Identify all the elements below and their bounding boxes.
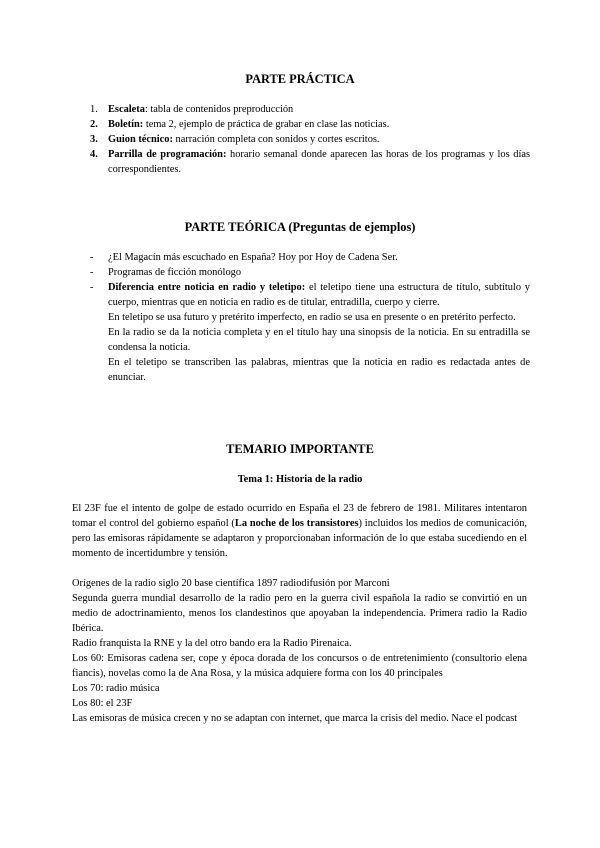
item-text: narración completa con sonidos y cortes escritos.: [172, 134, 380, 145]
list-item: [90, 147, 530, 177]
item-text: ¿El Magacín más escuchado en España? Hoy por Hoy de Cadena Ser.: [108, 252, 398, 263]
item-text: el teletipo tiene una estructura de título, subtítulo y cuerpo, mientras que en noticia en radio es de titular, entradilla, cuerpo y cierre.: [108, 282, 530, 308]
list-number: 2.: [90, 119, 98, 130]
item-term: Parrilla de programación:: [108, 149, 227, 160]
history-line: Las emisoras de música crecen y no se adaptan con internet, que marca la crisis del medio. Nace el podcast: [72, 713, 518, 724]
list-item: [90, 132, 530, 147]
intro-paragraph: [72, 501, 527, 561]
list-item: [90, 102, 530, 117]
section-title-temario: TEMARIO IMPORTANTE: [226, 442, 374, 456]
history-line: Orígenes de la radio siglo 20 base científica 1897 radiodifusión por Marconi: [72, 578, 390, 589]
list-number: 3.: [90, 134, 98, 145]
history-line: Los 70: radio música: [72, 683, 160, 694]
intro-bold: La noche de los transistores: [234, 518, 359, 529]
bullet-dash: -: [90, 267, 94, 278]
history-line: Segunda guerra mundial desarrollo de la radio pero en la guerra civil española la radio se convirtió en un medio de adoctrinamiento, menos los clandestinos que apoyaban la independencia. Primera radio la Radio Ibérica.: [72, 593, 527, 634]
intro-text: ) incluidos los medios de comunicación, pero las emisoras rápidamente se adaptaron y proporcionaban información de lo que estaba sucediendo en el momento de incertidumbre y tensión.: [72, 518, 527, 559]
section-title-teorica: PARTE TEÓRICA (Preguntas de ejemplos): [184, 220, 416, 234]
diff-paragraph: En la radio se da la noticia completa y en el título hay una sinopsis de la noticia. En su entradilla se condensa la noticia.: [108, 327, 530, 353]
diff-paragraph: En teletipo se usa futuro y pretérito imperfecto, en radio se usa en presente o en pretérito perfecto.: [108, 312, 516, 323]
item-term: Guion técnico:: [108, 134, 173, 145]
diff-paragraph: En el teletipo se transcriben las palabras, mientras que la noticia en radio es redactada antes de enunciar.: [108, 357, 530, 383]
history-line: Los 60: Emisoras cadena ser, cope y época dorada de los concursos o de entretenimiento (consultorio elena fiancis), novelas como la de Ana Rosa, y la música adquiere forma con los 40 principales: [72, 653, 527, 679]
item-text: horario semanal donde aparecen las horas de los programas y los días correspondientes.: [108, 149, 530, 175]
bullet-dash: -: [90, 282, 94, 293]
item-text: : tabla de contenidos preproducción: [144, 104, 294, 115]
history-line: Radio franquista la RNE y la del otro bando era la Radio Pirenaica.: [72, 638, 352, 649]
list-number: 1.: [90, 104, 98, 115]
bullet-dash: -: [90, 252, 94, 263]
item-term: Escaleta: [108, 104, 145, 115]
list-item: [90, 265, 530, 280]
list-item: [90, 117, 530, 132]
history-block: [72, 576, 527, 726]
intro-text: El 23F fue el intento de golpe de estado ocurrido en España el 23 de febrero de 1981. Militares intentaron tomar el control del gobierno español (: [72, 503, 527, 529]
section-title-practica: PARTE PRÁCTICA: [245, 72, 355, 86]
item-text: Programas de ficción monólogo: [108, 267, 242, 278]
list-item: [90, 250, 530, 265]
teorica-list: [90, 250, 530, 385]
list-number: 4.: [90, 149, 98, 160]
item-term: Diferencia entre noticia en radio y teletipo:: [108, 282, 306, 293]
history-line: Los 80: el 23F: [72, 698, 133, 709]
practica-list: [90, 102, 530, 177]
list-item: [90, 280, 530, 310]
item-term: Boletín:: [108, 119, 144, 130]
item-text: tema 2, ejemplo de práctica de grabar en clase las noticias.: [143, 119, 390, 130]
tema-title: Tema 1: Historia de la radio: [237, 474, 363, 485]
